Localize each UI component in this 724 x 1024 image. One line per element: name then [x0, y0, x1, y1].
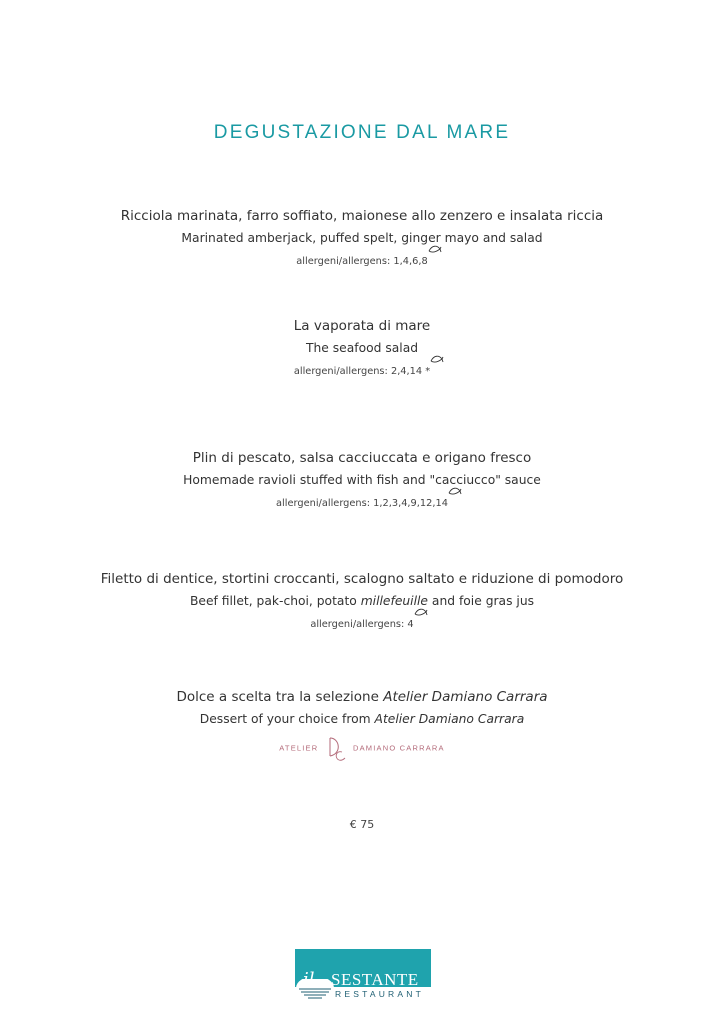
- logo-subtitle: RESTAURANT: [335, 989, 424, 999]
- course-2: [0, 315, 724, 383]
- menu-price: € 75: [349, 818, 375, 831]
- course-2-allergens-text: allergeni/allergens: 2,4,14 *: [293, 366, 431, 377]
- course-4-english-a: Beef fillet, pak-choi, potato: [189, 594, 361, 608]
- logo-mark: il: [303, 969, 315, 990]
- course-3-allergens-text: allergeni/allergens: 1,2,3,4,9,12,14: [276, 498, 448, 509]
- course-3-allergens: [276, 493, 448, 515]
- course-5-english-italic: Atelier Damiano Carrara: [374, 712, 525, 726]
- course-5-italian: [0, 686, 724, 708]
- course-1-italian: Ricciola marinata, farro soffiato, maionese allo zenzero e insalata riccia: [120, 208, 604, 224]
- course-5-italian-a: Dolce a scelta tra la selezione: [176, 689, 384, 705]
- atelier-logo-left: ATELIER: [279, 743, 319, 753]
- course-5-english-a: Dessert of your choice from: [199, 712, 375, 726]
- restaurant-logo: [295, 949, 431, 1001]
- course-2-allergens: [294, 361, 430, 383]
- course-4-allergens: [310, 614, 413, 636]
- course-2-english: The seafood salad: [305, 341, 419, 355]
- fish-icon: [448, 487, 462, 495]
- logo-name: SESTANTE: [331, 970, 419, 989]
- atelier-monogram-icon: [324, 734, 348, 762]
- course-1: [0, 205, 724, 273]
- course-4-italian: Filetto di dentice, stortini croccanti, scalogno saltato e riduzione di pomodoro: [100, 571, 624, 587]
- course-1-english: Marinated amberjack, puffed spelt, ginger mayo and salad: [181, 231, 543, 245]
- course-2-italian: La vaporata di mare: [293, 318, 431, 334]
- waves-icon: [295, 979, 335, 1001]
- course-4-english-b: and foie gras jus: [428, 594, 535, 608]
- course-1-allergens-text: allergeni/allergens: 1,4,6,8: [296, 256, 428, 267]
- atelier-logo-right: DAMIANO CARRARA: [352, 743, 445, 753]
- menu-title: DEGUSTAZIONE DAL MARE: [213, 122, 511, 143]
- course-3-english: Homemade ravioli stuffed with fish and "cacciucco" sauce: [183, 473, 541, 487]
- fish-icon: [414, 608, 428, 616]
- course-1-allergens: [296, 251, 427, 273]
- course-4-allergens-text: allergeni/allergens: 4: [310, 619, 414, 630]
- course-4-english: [0, 590, 724, 612]
- fish-icon: [430, 355, 444, 363]
- course-4-english-italic: millefeuille: [360, 594, 428, 608]
- course-5-italian-italic: Atelier Damiano Carrara: [383, 689, 548, 705]
- course-3: [0, 447, 724, 515]
- course-5: [0, 686, 724, 730]
- fish-icon: [428, 245, 442, 253]
- course-5-english: [0, 708, 724, 730]
- atelier-logo: [0, 734, 724, 762]
- course-3-italian: Plin di pescato, salsa cacciuccata e origano fresco: [192, 450, 532, 466]
- course-4: [0, 568, 724, 636]
